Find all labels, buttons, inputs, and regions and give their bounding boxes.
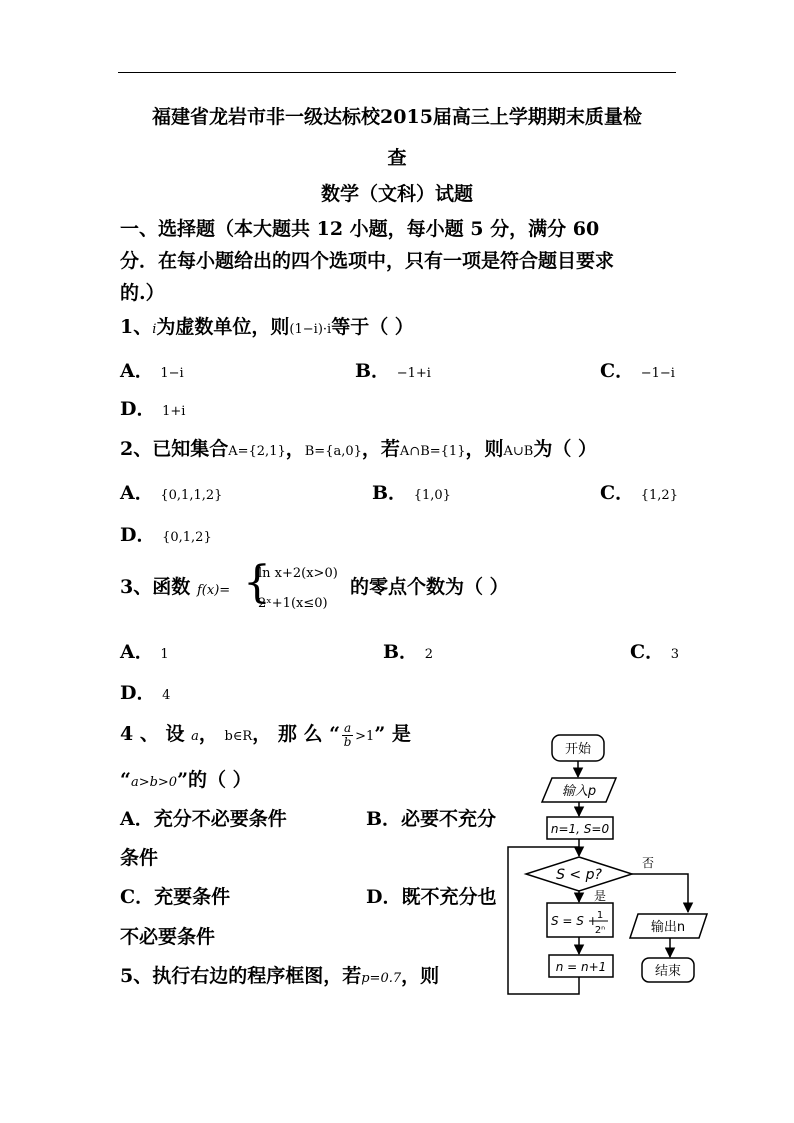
option-value: −1+i	[396, 366, 431, 381]
section-heading-line2: 分．在每小题给出的四个选项中，只有一项是符合题目要求	[120, 250, 615, 272]
math-expression: f(x)=	[197, 583, 231, 598]
flow-update-s-numerator: 1	[596, 910, 604, 921]
flow-update-s-denominator: 2ⁿ	[594, 925, 606, 936]
page-title: 福建省龙岩市非一级达标校2015届高三上学期期末质量检	[152, 106, 642, 128]
header-rule	[118, 72, 676, 73]
question-1	[120, 318, 414, 337]
flow-init-label: n=1, S=0	[550, 822, 610, 836]
flow-no-label: 否	[642, 856, 655, 870]
math-expression: >1	[355, 729, 375, 745]
q2-option-d: D． {0,1,2}	[120, 524, 212, 546]
flow-decision-label: S < p?	[556, 867, 602, 883]
q3-option-d: D． 4	[120, 682, 171, 704]
option-value: {1,0}	[413, 488, 451, 503]
math-var: i	[152, 322, 157, 337]
fraction: $\frac{a}{b}$	[343, 721, 352, 749]
math-expression: A={2,1}	[228, 444, 286, 459]
question-text: 等于（ ）	[331, 316, 414, 338]
math-expression: (1−i)·i	[289, 322, 332, 337]
flow-yes-label: 是	[594, 889, 607, 903]
q1-option-d: D． 1+i	[120, 398, 186, 420]
q1-option-a: A． 1−i	[120, 360, 184, 382]
flow-update-s-label: S = S +	[551, 914, 598, 928]
flow-output-label: 输出n	[650, 920, 686, 935]
q4-option-b-continued: 条件	[120, 847, 159, 869]
q4-option-a: A．充分不必要条件	[120, 808, 287, 830]
q2-option-b: B． {1,0}	[372, 482, 451, 504]
question-5: 5、执行右边的程序框图，若p=0.7，则	[120, 965, 440, 987]
option-value: 2	[424, 647, 433, 662]
section-heading-line1: 一、选择题（本大题共 12 小题，每小题 5 分，满分 60	[120, 218, 600, 240]
math-var: a	[191, 729, 199, 745]
question-2: 2、已知集合A={2,1}，B={a,0}，若A∩B={1}，则A∪B为（ ）	[120, 438, 597, 460]
option-value: 1	[160, 647, 169, 662]
q3-option-a: A． 1	[120, 641, 169, 663]
math-expression: b∈R	[224, 729, 253, 745]
piecewise-case-1: ln x+2(x>0)	[258, 566, 338, 581]
flow-end-label: 结束	[654, 964, 682, 979]
page-title-continued: 查	[387, 147, 407, 169]
flowchart	[500, 730, 720, 1000]
brace-symbol: {	[243, 557, 271, 608]
option-value: 4	[162, 688, 171, 703]
option-value: {1,2}	[640, 488, 678, 503]
question-3-text: 的零点个数为（ ）	[350, 576, 509, 598]
option-value: {0,1,1,2}	[160, 488, 223, 503]
flow-start-label: 开始	[564, 742, 592, 757]
q2-option-c: C． {1,2}	[600, 482, 678, 504]
q1-option-c: C． −1−i	[600, 360, 675, 382]
option-value: 1+i	[162, 404, 186, 419]
math-expression: B={a,0}	[304, 444, 362, 459]
question-number: 1、	[120, 316, 153, 338]
section-heading-line3: 的.）	[120, 282, 165, 304]
flow-input-label: 输入p	[561, 784, 597, 799]
piecewise-case-2: 2ˣ+1(x≤0)	[258, 596, 328, 611]
q4-option-c: C．充要条件	[120, 886, 231, 908]
option-value: 3	[670, 647, 680, 662]
math-expression: a>b>0	[130, 775, 178, 790]
option-value: 1−i	[160, 366, 184, 381]
flow-update-n-label: n = n+1	[555, 960, 607, 974]
q4-option-b: B．必要不充分	[366, 808, 497, 830]
page-subtitle: 数学（文科）试题	[320, 183, 473, 205]
question-4: 4 、 设 a， b∈R， 那 么 “ $\frac{a}{b}$ >1” 是	[120, 721, 411, 749]
question-3-label: 3、函数	[120, 576, 191, 598]
question-text: 为虚数单位，则	[156, 316, 290, 338]
q4-option-d-continued: 不必要条件	[120, 926, 216, 948]
option-value: −1−i	[640, 366, 675, 381]
q2-option-a: A． {0,1,1,2}	[120, 482, 223, 504]
question-4-line2: “a>b>0”的（ ）	[120, 769, 252, 791]
math-expression: A∪B	[503, 444, 534, 459]
q3-option-b: B． 2	[383, 641, 433, 663]
q4-option-d: D．既不充分也	[366, 886, 497, 908]
math-expression: A∩B={1}	[399, 444, 466, 459]
option-value: {0,1,2}	[162, 530, 212, 545]
q1-option-b: B． −1+i	[355, 360, 431, 382]
q3-option-c: C． 3	[630, 641, 680, 663]
math-expression: p=0.7	[361, 971, 402, 986]
